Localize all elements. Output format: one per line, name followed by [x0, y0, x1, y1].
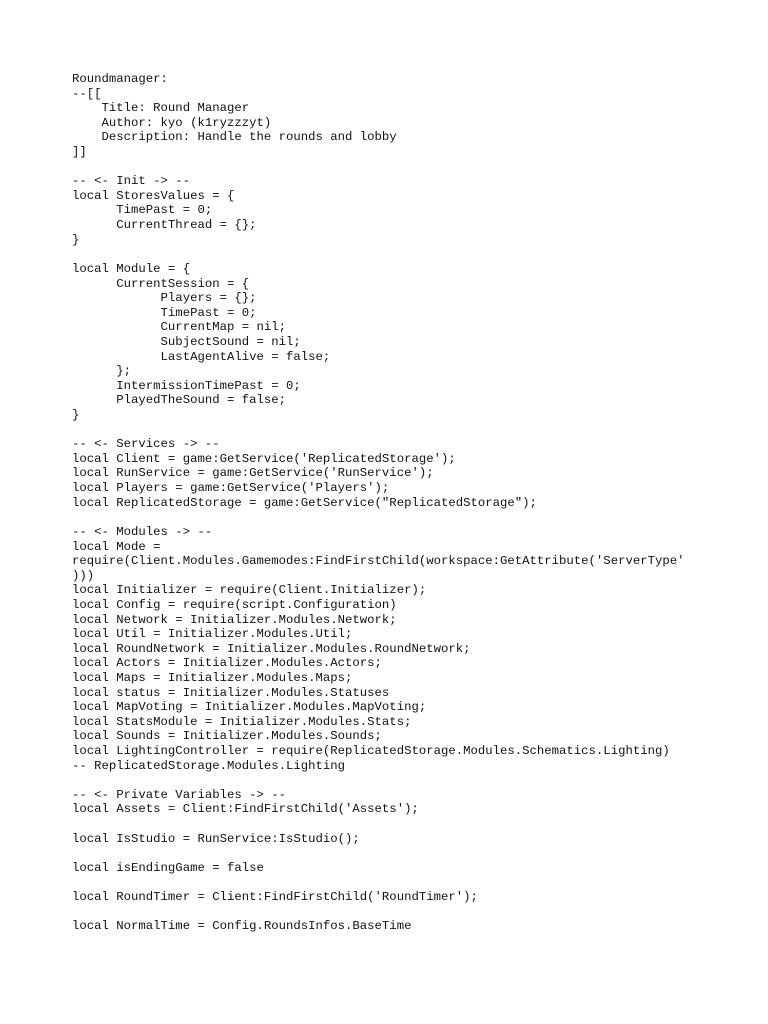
code-line: local NormalTime = Config.RoundsInfos.BaseTime — [72, 919, 412, 934]
code-line: local RoundTimer = Client:FindFirstChild('RoundTimer'); — [72, 890, 478, 905]
code-line: local Initializer = require(Client.Initializer); — [72, 583, 427, 598]
code-line: IntermissionTimePast = 0; — [72, 378, 301, 393]
code-line: local Maps = Initializer.Modules.Maps; — [72, 670, 353, 685]
code-line: local Network = Initializer.Modules.Network; — [72, 612, 397, 627]
blank-line — [72, 510, 732, 525]
code-line: local Module = { — [72, 261, 191, 276]
code-listing — [72, 72, 732, 934]
code-line: -- <- Init -> -- — [72, 174, 191, 189]
code-line: local IsStudio = RunService:IsStudio(); — [72, 831, 360, 846]
code-line: local RoundNetwork = Initializer.Modules.RoundNetwork; — [72, 641, 471, 656]
blank-line — [72, 773, 732, 788]
code-line: ))) — [72, 568, 95, 583]
code-line: local Players = game:GetService('Players'); — [72, 481, 390, 496]
blank-line — [72, 423, 732, 438]
code-line: }; — [72, 364, 132, 379]
blank-line — [72, 247, 732, 262]
code-line: Roundmanager: — [72, 72, 168, 86]
code-line: Description: Handle the rounds and lobby — [72, 130, 397, 145]
blank-line — [72, 817, 732, 832]
code-line: CurrentSession = { — [72, 276, 250, 291]
code-line: local Mode = — [72, 539, 161, 554]
code-line: local isEndingGame = false — [72, 860, 264, 875]
code-line: local Util = Initializer.Modules.Util; — [72, 627, 353, 642]
code-line: local LightingController = require(ReplicatedStorage.Modules.Schematics.Lighting) — [72, 744, 670, 759]
code-line: } — [72, 408, 80, 423]
blank-line — [72, 905, 732, 920]
code-line: TimePast = 0; — [72, 203, 213, 218]
code-line: CurrentThread = {}; — [72, 218, 257, 233]
code-line: } — [72, 232, 80, 247]
code-line: TimePast = 0; — [72, 305, 257, 320]
code-line: PlayedTheSound = false; — [72, 393, 287, 408]
code-line: LastAgentAlive = false; — [72, 349, 331, 364]
code-line: Author: kyo (k1ryzzzyt) — [72, 115, 272, 130]
code-line: local Assets = Client:FindFirstChild('Assets'); — [72, 802, 419, 817]
code-line: local Sounds = Initializer.Modules.Sounds; — [72, 729, 382, 744]
code-line: -- <- Services -> -- — [72, 437, 220, 452]
code-line: --[[ — [72, 86, 102, 101]
code-line: local MapVoting = Initializer.Modules.MapVoting; — [72, 700, 427, 715]
code-line: -- <- Private Variables -> -- — [72, 787, 287, 802]
code-line: local RunService = game:GetService('RunService'); — [72, 466, 434, 481]
blank-line — [72, 846, 732, 861]
code-line: require(Client.Modules.Gamemodes:FindFirstChild(workspace:GetAttribute('ServerType' — [72, 554, 685, 569]
code-line: ]] — [72, 145, 87, 160]
code-line: local StoresValues = { — [72, 188, 235, 203]
code-line: local Config = require(script.Configuration) — [72, 597, 397, 612]
blank-line — [72, 160, 732, 175]
code-line: SubjectSound = nil; — [72, 334, 301, 349]
code-line: -- ReplicatedStorage.Modules.Lighting — [72, 758, 346, 773]
blank-line — [72, 876, 732, 891]
code-line: CurrentMap = nil; — [72, 320, 287, 335]
code-line: local Client = game:GetService('ReplicatedStorage'); — [72, 451, 456, 466]
code-line: local Actors = Initializer.Modules.Actors; — [72, 656, 382, 671]
code-line: Title: Round Manager — [72, 101, 250, 116]
code-line: Players = {}; — [72, 291, 257, 306]
code-line: -- <- Modules -> -- — [72, 524, 213, 539]
code-line: local status = Initializer.Modules.Statuses — [72, 685, 390, 700]
code-line: local ReplicatedStorage = game:GetService("ReplicatedStorage"); — [72, 495, 537, 510]
code-line: local StatsModule = Initializer.Modules.Stats; — [72, 714, 412, 729]
